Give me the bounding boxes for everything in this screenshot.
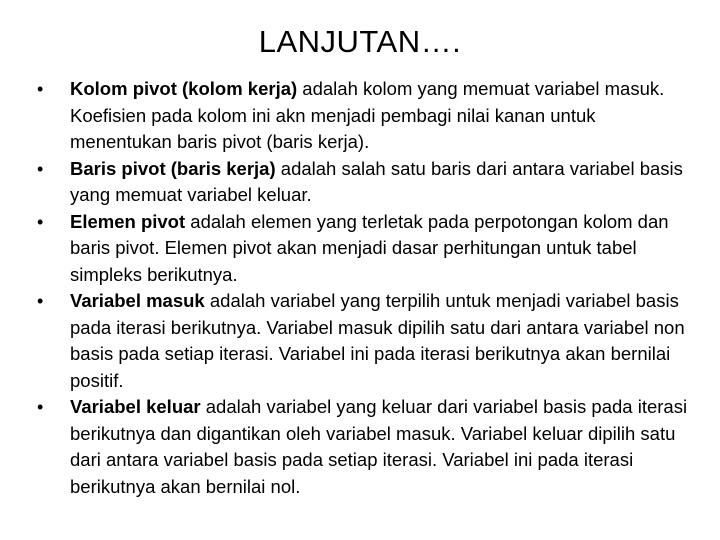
bullet-term: Elemen pivot xyxy=(70,210,186,232)
bullet-icon: • xyxy=(37,291,44,311)
bullet-item-variabel-keluar xyxy=(36,394,688,500)
bullet-term: Variabel masuk xyxy=(70,290,205,311)
bullet-text: adalah elemen yang terletak pada perpotongan kolom dan baris pivot. Elemen pivot akan menjadi dasar perhitungan untuk tabel simpleks berikutnya. xyxy=(70,210,669,285)
bullet-term: Baris pivot (baris kerja) xyxy=(70,157,276,179)
slide-title: LANJUTAN…. xyxy=(258,24,462,59)
bullet-icon: • xyxy=(37,79,44,99)
bullet-term: Kolom pivot (kolom kerja) xyxy=(70,78,298,99)
bullet-item-baris-pivot xyxy=(36,156,688,209)
bullet-list xyxy=(36,76,688,500)
bullet-icon: • xyxy=(37,397,44,417)
bullet-item-elemen-pivot xyxy=(36,209,688,289)
bullet-text: adalah salah satu baris dari antara variabel basis yang memuat variabel keluar. xyxy=(70,157,683,205)
bullet-item-kolom-pivot xyxy=(36,76,688,156)
bullet-text: adalah variabel yang keluar dari variabel basis pada iterasi berikutnya dan digantikan oleh variabel masuk. Variabel keluar dipilih satu dari antara variabel basis pada setiap iterasi. Variabel ini pada iterasi berikutnya akan bernilai nol. xyxy=(70,396,688,497)
bullet-term: Variabel keluar xyxy=(70,396,201,417)
bullet-text: adalah variabel yang terpilih untuk menjadi variabel basis pada iterasi berikutnya. Variabel masuk dipilih satu dari antara variabel non basis pada setiap iterasi. Variabel ini pada iterasi berikutnya akan bernilai positif. xyxy=(70,290,685,391)
bullet-icon: • xyxy=(37,211,44,232)
bullet-icon: • xyxy=(37,158,44,179)
bullet-item-variabel-masuk xyxy=(36,288,688,394)
bullet-text: adalah kolom yang memuat variabel masuk. Koefisien pada kolom ini akn menjadi pembagi nilai kanan untuk menentukan baris pivot (baris kerja). xyxy=(70,78,665,152)
